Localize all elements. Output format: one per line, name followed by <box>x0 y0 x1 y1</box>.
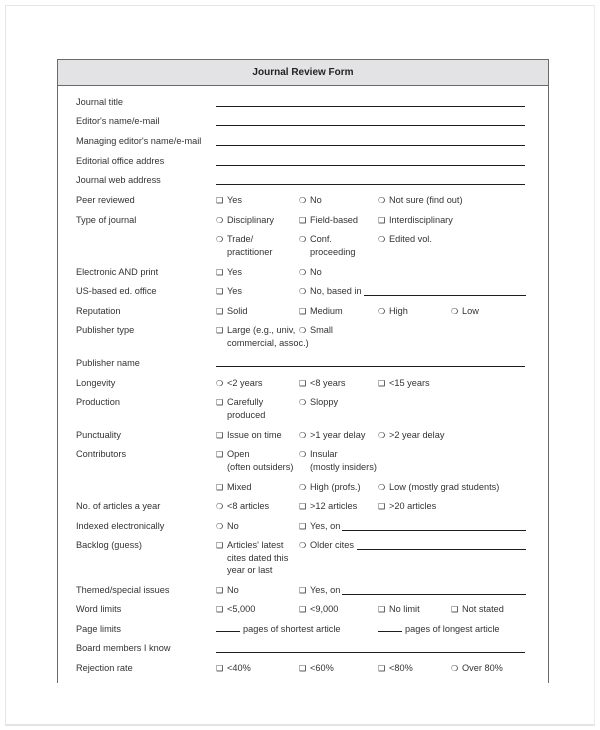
checkbox-icon: ❑ <box>216 541 224 550</box>
option-lt-80[interactable]: ❑ <80% <box>378 662 413 676</box>
checkbox-icon: ❑ <box>216 450 224 459</box>
option-lt-60[interactable]: ❑ <60% <box>299 662 334 676</box>
radio-icon: ❍ <box>299 287 307 296</box>
checkbox-icon: ❑ <box>378 605 386 614</box>
option-gt-12-articles[interactable]: ❑ >12 articles <box>299 500 357 514</box>
label-reputation: Reputation <box>76 306 121 316</box>
label-managing-editor: Managing editor's name/e-mail <box>76 136 202 146</box>
label-publisher-type: Publisher type <box>76 325 135 335</box>
checkbox-icon: ❑ <box>216 307 224 316</box>
radio-icon: ❍ <box>451 664 459 673</box>
option-edited-vol[interactable]: ❍ Edited vol. <box>378 233 432 247</box>
label-punctuality: Punctuality <box>76 430 121 440</box>
option-lt-15-years[interactable]: ❑ <15 years <box>378 377 430 391</box>
checkbox-icon: ❑ <box>216 287 224 296</box>
radio-icon: ❍ <box>299 431 307 440</box>
radio-icon: ❍ <box>299 398 307 407</box>
label-journal-title: Journal title <box>76 97 123 107</box>
checkbox-icon: ❑ <box>299 379 307 388</box>
board-members-field[interactable] <box>216 652 525 653</box>
option-low-grad-students[interactable]: ❍ Low (mostly grad students) <box>378 481 499 495</box>
option-indexed-yes[interactable]: ❑ Yes, on <box>299 520 340 534</box>
label-electronic-print: Electronic AND print <box>76 267 159 277</box>
option-peer-yes[interactable]: ❑ Yes <box>216 194 242 208</box>
radio-icon: ❍ <box>216 379 224 388</box>
checkbox-icon: ❑ <box>378 216 386 225</box>
option-peer-not-sure[interactable]: ❍ Not sure (find out) <box>378 194 463 208</box>
radio-icon: ❍ <box>299 450 307 459</box>
shortest-pages-field[interactable] <box>216 623 240 632</box>
option-lt-5000[interactable]: ❑ <5,000 <box>216 603 255 617</box>
radio-icon: ❍ <box>299 196 307 205</box>
option-carefully-produced[interactable]: ❑ Carefully produced <box>216 397 266 420</box>
label-production: Production <box>76 397 120 407</box>
radio-icon: ❍ <box>299 541 307 550</box>
checkbox-icon: ❑ <box>299 307 307 316</box>
label-backlog: Backlog (guess) <box>76 540 142 550</box>
checkbox-icon: ❑ <box>299 586 307 595</box>
radio-icon: ❍ <box>299 326 307 335</box>
radio-icon: ❍ <box>299 268 307 277</box>
option-solid[interactable]: ❑ Solid <box>216 305 247 319</box>
checkbox-icon: ❑ <box>216 398 224 407</box>
option-field-based[interactable]: ❑ Field-based <box>299 214 358 228</box>
radio-icon: ❍ <box>378 483 386 492</box>
option-insular[interactable]: ❍ Insular (mostly insiders) <box>299 449 377 472</box>
form-title: Journal Review Form <box>58 60 548 86</box>
checkbox-icon: ❑ <box>216 483 224 492</box>
option-medium[interactable]: ❑ Medium <box>299 305 343 319</box>
radio-icon: ❍ <box>378 235 386 244</box>
option-mixed[interactable]: ❑ Mixed <box>216 481 252 495</box>
checkbox-icon: ❑ <box>378 379 386 388</box>
option-conf-proceeding[interactable]: ❍ Conf. proceeding <box>299 234 356 257</box>
option-gt-20-articles[interactable]: ❑ >20 articles <box>378 500 436 514</box>
label-articles-year: No. of articles a year <box>76 501 161 511</box>
radio-icon: ❍ <box>216 235 224 244</box>
checkbox-icon: ❑ <box>216 196 224 205</box>
option-issue-on-time[interactable]: ❑ Issue on time <box>216 429 282 443</box>
radio-icon: ❍ <box>451 307 459 316</box>
label-peer-reviewed: Peer reviewed <box>76 195 135 205</box>
option-not-stated[interactable]: ❑ Not stated <box>451 603 504 617</box>
option-lt-40[interactable]: ❑ <40% <box>216 662 251 676</box>
option-over-80[interactable]: ❍ Over 80% <box>451 662 503 676</box>
option-lt-8-years[interactable]: ❑ <8 years <box>299 377 346 391</box>
label-contributors: Contributors <box>76 449 127 459</box>
option-small-publisher[interactable]: ❍ Small <box>299 324 333 338</box>
themed-on-field[interactable] <box>342 594 526 595</box>
checkbox-icon: ❑ <box>299 216 307 225</box>
based-in-field[interactable] <box>364 295 526 296</box>
option-trade-practitioner[interactable]: ❍ Trade/ practitioner <box>216 234 273 257</box>
option-no-limit[interactable]: ❑ No limit <box>378 603 420 617</box>
label-editor: Editor's name/e-mail <box>76 116 160 126</box>
label-page-limits: Page limits <box>76 624 121 634</box>
option-interdisciplinary[interactable]: ❑ Interdisciplinary <box>378 214 453 228</box>
older-cites-field[interactable] <box>357 549 526 550</box>
checkbox-icon: ❑ <box>299 522 307 531</box>
radio-icon: ❍ <box>378 307 386 316</box>
label-office-address: Editorial office addres <box>76 156 165 166</box>
longest-article-pages[interactable]: pages of longest article <box>378 623 500 636</box>
option-low[interactable]: ❍ Low <box>451 305 479 319</box>
option-themed-yes[interactable]: ❑ Yes, on <box>299 584 340 598</box>
option-electronic-no[interactable]: ❍ No <box>299 266 322 280</box>
radio-icon: ❍ <box>216 216 224 225</box>
radio-icon: ❍ <box>299 483 307 492</box>
radio-icon: ❍ <box>299 235 307 244</box>
radio-icon: ❍ <box>216 502 224 511</box>
option-open[interactable]: ❑ Open (often outsiders) <box>216 449 294 472</box>
checkbox-icon: ❑ <box>299 502 307 511</box>
label-publisher-name: Publisher name <box>76 358 140 368</box>
longest-pages-field[interactable] <box>378 623 402 632</box>
office-address-field[interactable] <box>216 165 525 166</box>
option-recent-cites[interactable]: ❑ Articles' latest cites dated this year or last <box>216 540 289 575</box>
option-sloppy[interactable]: ❍ Sloppy <box>299 396 338 410</box>
option-1-year-delay[interactable]: ❍ >1 year delay <box>299 429 365 443</box>
label-word-limits: Word limits <box>76 604 122 614</box>
option-lt-2-years[interactable]: ❍ <2 years <box>216 377 263 391</box>
option-2-year-delay[interactable]: ❍ >2 year delay <box>378 429 444 443</box>
checkbox-icon: ❑ <box>378 664 386 673</box>
option-large-publisher[interactable]: ❑ Large (e.g., univ, commercial, assoc.) <box>216 325 309 348</box>
option-us-yes[interactable]: ❑ Yes <box>216 285 242 299</box>
checkbox-icon: ❑ <box>216 586 224 595</box>
option-peer-no[interactable]: ❍ No <box>299 194 322 208</box>
radio-icon: ❍ <box>378 431 386 440</box>
option-themed-no[interactable]: ❑ No <box>216 584 239 598</box>
checkbox-icon: ❑ <box>216 664 224 673</box>
checkbox-icon: ❑ <box>451 605 459 614</box>
label-longevity: Longevity <box>76 378 116 388</box>
option-lt-8-articles[interactable]: ❍ <8 articles <box>216 500 269 514</box>
label-board-members: Board members I know <box>76 643 171 653</box>
checkbox-icon: ❑ <box>216 605 224 614</box>
indexed-on-field[interactable] <box>342 530 526 531</box>
option-electronic-yes[interactable]: ❑ Yes <box>216 266 242 280</box>
option-disciplinary[interactable]: ❍ Disciplinary <box>216 214 274 228</box>
option-high-profs[interactable]: ❍ High (profs.) <box>299 481 361 495</box>
checkbox-icon: ❑ <box>378 502 386 511</box>
shortest-article-pages[interactable]: pages of shortest article <box>216 623 341 636</box>
option-lt-9000[interactable]: ❑ <9,000 <box>299 603 338 617</box>
label-us-office: US-based ed. office <box>76 286 157 296</box>
option-high[interactable]: ❍ High <box>378 305 408 319</box>
label-themed: Themed/special issues <box>76 585 170 595</box>
label-indexed: Indexed electronically <box>76 521 165 531</box>
publisher-name-field[interactable] <box>216 366 525 367</box>
label-type-of-journal: Type of journal <box>76 215 137 225</box>
radio-icon: ❍ <box>216 522 224 531</box>
checkbox-icon: ❑ <box>216 431 224 440</box>
label-rejection-rate: Rejection rate <box>76 663 133 673</box>
radio-icon: ❍ <box>378 196 386 205</box>
option-us-no[interactable]: ❍ No, based in <box>299 285 362 299</box>
label-web-address: Journal web address <box>76 175 161 185</box>
managing-editor-field[interactable] <box>216 145 525 146</box>
option-older-cites[interactable]: ❍ Older cites <box>299 539 354 553</box>
editor-field[interactable] <box>216 125 525 126</box>
checkbox-icon: ❑ <box>299 664 307 673</box>
option-indexed-no[interactable]: ❍ No <box>216 520 239 534</box>
web-address-field[interactable] <box>216 184 525 185</box>
checkbox-icon: ❑ <box>216 268 224 277</box>
checkbox-icon: ❑ <box>299 605 307 614</box>
checkbox-icon: ❑ <box>216 326 224 335</box>
journal-title-field[interactable] <box>216 106 525 107</box>
